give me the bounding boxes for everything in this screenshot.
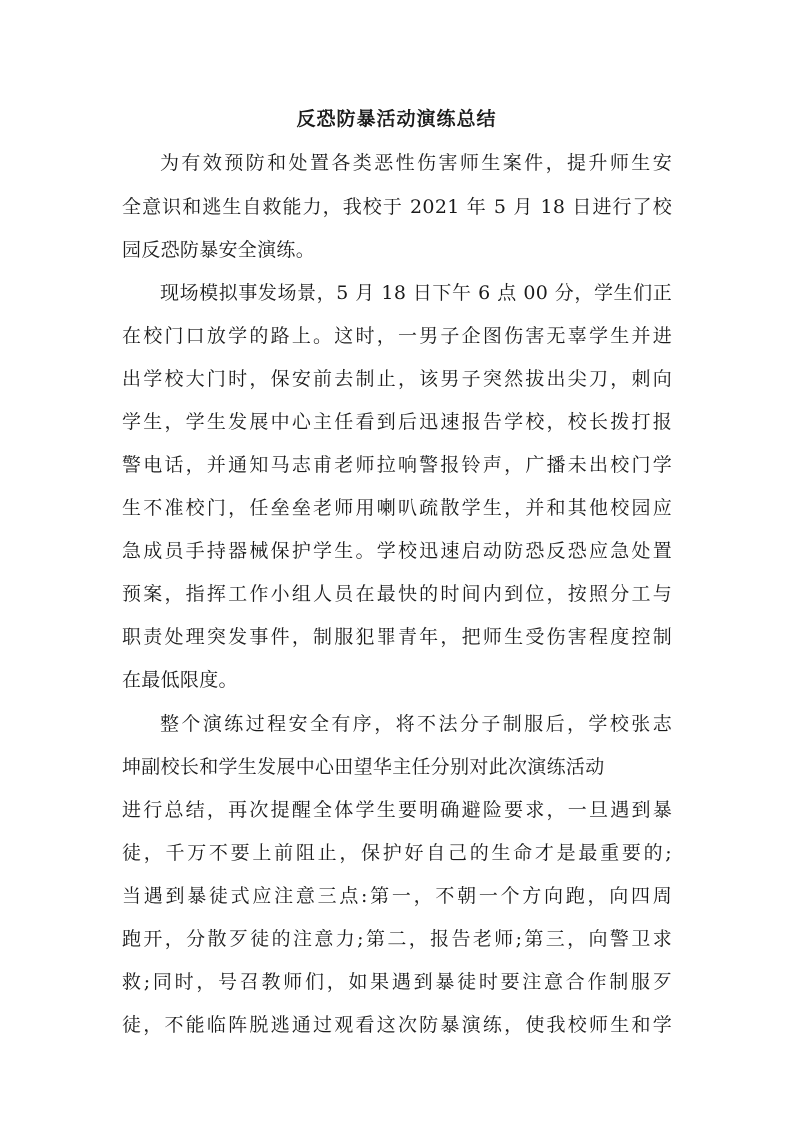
paragraph-3-line-2: 坤副校长和学生发展中心田望华主任分别对此次演练活动: [122, 756, 605, 778]
paragraph-2-line-2: 在校门口放学的路上。这时，一男子企图伤害无辜学生并进: [122, 325, 672, 347]
paragraph-3-line-4: 徒，千万不要上前阻止，保护好自己的生命才是最重要的;: [122, 842, 672, 864]
paragraph-3-line-8: 徒，不能临阵脱逃通过观看这次防暴演练，使我校师生和学: [122, 1014, 672, 1036]
paragraph-3-line-7: 救;同时，号召教师们，如果遇到暴徒时要注意合作制服歹: [122, 971, 672, 993]
paragraph-3-line-6: 跑开，分散歹徒的注意力;第二，报告老师;第三，向警卫求: [122, 928, 672, 950]
paragraph-3-line-3: 进行总结，再次提醒全体学生要明确避险要求，一旦遇到暴: [122, 799, 672, 821]
paragraph-2-line-8: 预案，指挥工作小组人员在最快的时间内到位，按照分工与: [122, 583, 672, 605]
document-title: 反恐防暴活动演练总结: [296, 108, 497, 130]
paragraph-2-line-5: 警电话，并通知马志甫老师拉响警报铃声，广播未出校门学: [122, 454, 672, 476]
paragraph-3-line-1: 整个演练过程安全有序，将不法分子制服后，学校张志: [160, 713, 672, 735]
paragraph-2-line-6: 生不准校门，任垒垒老师用喇叭疏散学生，并和其他校园应: [122, 497, 672, 519]
paragraph-3-line-5: 当遇到暴徒式应注意三点:第一，不朝一个方向跑，向四周: [122, 885, 672, 907]
paragraph-2-line-9: 职责处理突发事件，制服犯罪青年，把师生受伤害程度控制: [122, 626, 672, 648]
paragraph-1-line-3: 园反恐防暴安全演练。: [122, 239, 316, 261]
paragraph-1-line-2: 全意识和逃生自救能力，我校于 2021 年 5 月 18 日进行了校: [122, 196, 672, 218]
paragraph-2-line-10: 在最低限度。: [122, 669, 238, 691]
paragraph-2-line-7: 急成员手持器械保护学生。学校迅速启动防恐反恐应急处置: [122, 540, 672, 562]
paragraph-2-line-4: 学生，学生发展中心主任看到后迅速报告学校，校长拨打报: [122, 411, 672, 433]
paragraph-2-line-3: 出学校大门时，保安前去制止，该男子突然拔出尖刀，刺向: [122, 368, 672, 390]
paragraph-1-line-1: 为有效预防和处置各类恶性伤害师生案件，提升师生安: [160, 152, 672, 174]
paragraph-2-line-1: 现场模拟事发场景，5 月 18 日下午 6 点 00 分，学生们正: [160, 282, 672, 304]
